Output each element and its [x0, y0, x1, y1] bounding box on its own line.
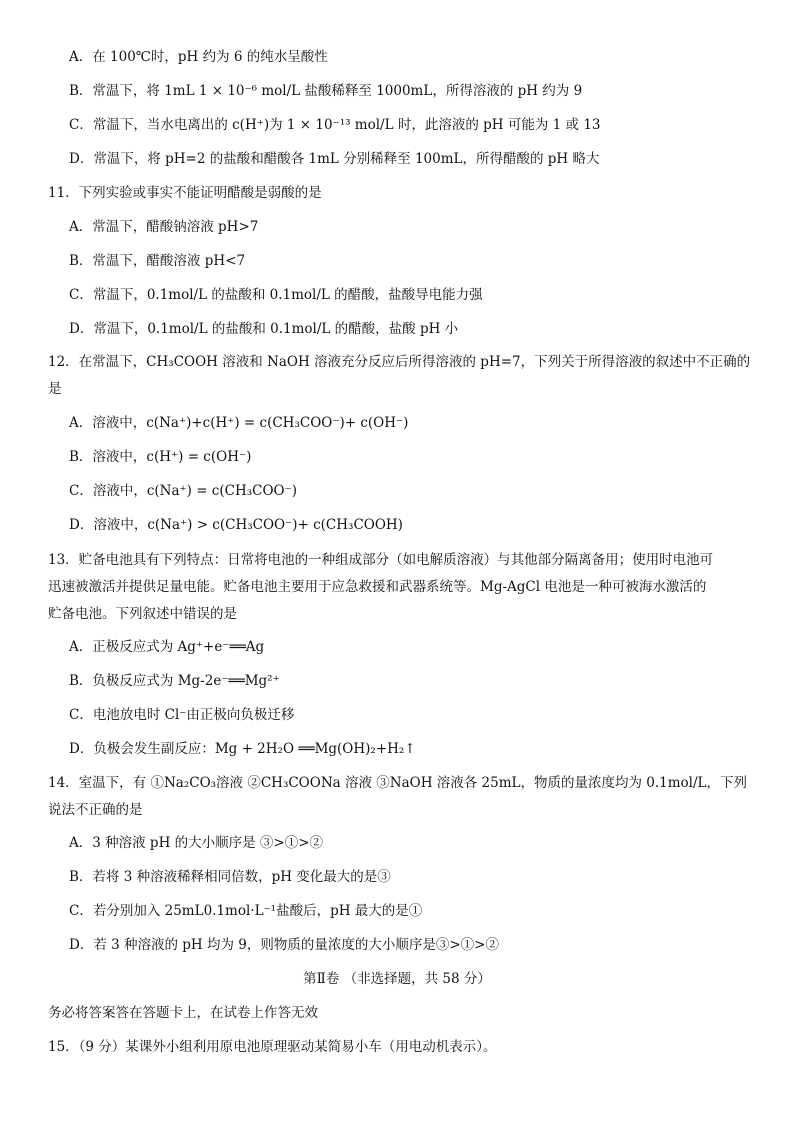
q11-stem: 11．下列实验或事实不能证明醋酸是弱酸的是: [48, 185, 322, 201]
q14-stem-line2: 说法不正确的是: [48, 802, 143, 818]
q14-option-d: D．若 3 种溶液的 pH 均为 9，则物质的量浓度的大小顺序是③>①>②: [69, 937, 499, 953]
q13-stem-line2: 迅速被激活并提供足量电能。贮备电池主要用于应急救援和武器系统等。Mg-AgCl 电池是一种可被海水激活的: [48, 579, 707, 595]
q13-option-d: D．负极会发生副反应：Mg + 2H₂O ══Mg(OH)₂+H₂↑: [69, 741, 416, 757]
q11-option-d: D．常温下，0.1mol/L 的盐酸和 0.1mol/L 的醋酸，盐酸 pH 小: [69, 321, 459, 337]
q13-option-b: B．负极反应式为 Mg-2e⁻══Mg²⁺: [69, 673, 280, 689]
q14-stem-line1: 14．室温下，有 ①Na₂CO₃溶液 ②CH₃COONa 溶液 ③NaOH 溶液各 25mL，物质的量浓度均为 0.1mol/L，下列: [48, 775, 748, 791]
q11-option-c: C．常温下，0.1mol/L 的盐酸和 0.1mol/L 的醋酸，盐酸导电能力强: [69, 287, 483, 303]
section-2-title: 第Ⅱ卷 （非选择题，共 58 分）: [303, 971, 491, 987]
q12-option-b: B．溶液中，c(H⁺) = c(OH⁻): [69, 449, 252, 465]
q15-stem: 15．（9 分）某课外小组利用原电池原理驱动某简易小车（用电动机表示）。: [48, 1039, 497, 1055]
q11-option-a: A．常温下，醋酸钠溶液 pH>7: [69, 219, 259, 235]
q12-option-a: A．溶液中，c(Na⁺)+c(H⁺) = c(CH₃COO⁻)+ c(OH⁻): [69, 415, 409, 431]
q10-option-d: D．常温下，将 pH=2 的盐酸和醋酸各 1mL 分别稀释至 100mL，所得醋酸的 pH 略大: [69, 151, 600, 167]
q14-option-b: B．若将 3 种溶液稀释相同倍数，pH 变化最大的是③: [69, 869, 391, 885]
q13-option-a: A．正极反应式为 Ag⁺+e⁻══Ag: [69, 639, 265, 655]
q14-option-c: C．若分别加入 25mL0.1mol·L⁻¹盐酸后，pH 最大的是①: [69, 903, 423, 919]
q10-option-b: B．常温下，将 1mL 1 × 10⁻⁶ mol/L 盐酸稀释至 1000mL，所得溶液的 pH 约为 9: [69, 83, 583, 99]
q10-option-c: C．常温下，当水电离出的 c(H⁺)为 1 × 10⁻¹³ mol/L 时，此溶液的 pH 可能为 1 或 13: [69, 117, 601, 133]
q12-option-d: D．溶液中，c(Na⁺) > c(CH₃COO⁻)+ c(CH₃COOH): [69, 517, 403, 533]
q13-option-c: C．电池放电时 Cl⁻由正极向负极迁移: [69, 707, 295, 723]
q12-stem-line1: 12．在常温下，CH₃COOH 溶液和 NaOH 溶液充分反应后所得溶液的 pH=7，下列关于所得溶液的叙述中不正确的: [48, 354, 751, 370]
q13-stem-line3: 贮备电池。下列叙述中错误的是: [48, 606, 237, 622]
q10-option-a: A．在 100℃时，pH 约为 6 的纯水呈酸性: [69, 49, 328, 65]
q12-option-c: C．溶液中，c(Na⁺) = c(CH₃COO⁻): [69, 483, 298, 499]
q14-option-a: A．3 种溶液 pH 的大小顺序是 ③>①>②: [69, 835, 324, 851]
section-2-note: 务必将答案答在答题卡上，在试卷上作答无效: [48, 1005, 318, 1021]
q12-stem-line2: 是: [48, 381, 62, 397]
q13-stem-line1: 13．贮备电池具有下列特点：日常将电池的一种组成部分（如电解质溶液）与其他部分隔离备用；使用时电池可: [48, 552, 714, 568]
q11-option-b: B．常温下，醋酸溶液 pH<7: [69, 253, 246, 269]
